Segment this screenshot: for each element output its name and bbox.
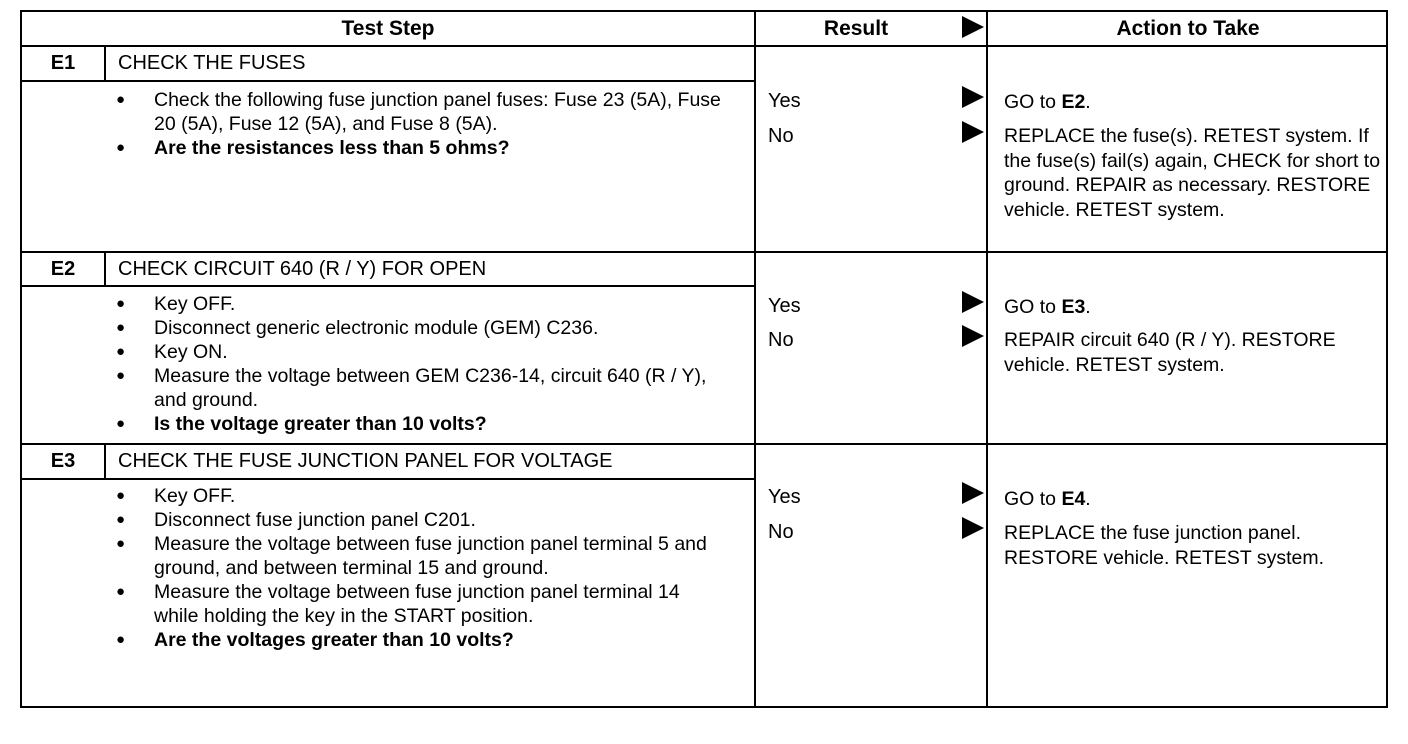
action-text: GO to bbox=[1004, 91, 1062, 113]
arrow-right-icon bbox=[962, 291, 984, 313]
action-text: . bbox=[1085, 91, 1091, 113]
step-id: E1 bbox=[50, 51, 76, 74]
result-no: No bbox=[768, 329, 794, 351]
arrow-right-icon bbox=[962, 121, 984, 143]
arrow-right-icon bbox=[962, 16, 984, 38]
bullet-item: ● Measure the voltage between GEM C236-14, circuit 640 (R / Y), and ground. bbox=[114, 364, 724, 412]
step-id-divider bbox=[104, 46, 106, 80]
step-title: CHECK THE FUSES bbox=[118, 51, 306, 74]
step-bullets bbox=[114, 484, 724, 652]
step-title-divider bbox=[22, 285, 754, 287]
bullet-item: ● Disconnect generic electronic module (GEM) C236. bbox=[114, 316, 724, 340]
action-no: REPLACE the fuse(s). RETEST system. If the fuse(s) fail(s) again, CHECK for short to ground. REPAIR as necessary. RESTORE vehicle. RETEST system. bbox=[1004, 125, 1381, 221]
action-text: . bbox=[1085, 296, 1091, 318]
bullet-item: ● Measure the voltage between fuse junction panel terminal 14 while holding the key in the START position. bbox=[114, 580, 724, 628]
step-title-divider bbox=[22, 80, 754, 82]
step-bullets bbox=[114, 292, 724, 436]
action-no: REPAIR circuit 640 (R / Y). RESTORE vehicle. RETEST system. bbox=[1004, 329, 1336, 376]
result-yes: Yes bbox=[768, 90, 801, 112]
action-step-ref: E2 bbox=[1061, 91, 1086, 113]
bullet-item: ● Check the following fuse junction panel fuses: Fuse 23 (5A), Fuse 20 (5A), Fuse 12 (5A), and Fuse 8 (5A). bbox=[114, 88, 724, 136]
action-text: GO to bbox=[1004, 296, 1062, 318]
action-yes bbox=[1004, 487, 1384, 512]
result-yes: Yes bbox=[768, 295, 801, 317]
step-title: CHECK THE FUSE JUNCTION PANEL FOR VOLTAGE bbox=[118, 449, 613, 472]
bullet-question: ● Are the resistances less than 5 ohms? bbox=[114, 136, 724, 160]
header-test-step: Test Step bbox=[341, 17, 435, 40]
action-step-ref: E3 bbox=[1061, 296, 1086, 318]
result-no: No bbox=[768, 125, 794, 147]
arrow-right-icon bbox=[962, 517, 984, 539]
step-id-divider bbox=[104, 252, 106, 285]
diagnostic-table bbox=[20, 10, 1388, 708]
action-text: . bbox=[1085, 488, 1091, 510]
bullet-item: ● Measure the voltage between fuse junction panel terminal 5 and ground, and between terminal 15 and ground. bbox=[114, 532, 724, 580]
bullet-item: ● Key OFF. bbox=[114, 292, 724, 316]
action-step-ref: E4 bbox=[1061, 488, 1086, 510]
arrow-right-icon bbox=[962, 86, 984, 108]
step-bullets bbox=[114, 88, 724, 160]
bullet-item: ● Key OFF. bbox=[114, 484, 724, 508]
column-divider bbox=[754, 12, 756, 706]
step-title: CHECK CIRCUIT 640 (R / Y) FOR OPEN bbox=[118, 257, 487, 280]
bullet-question: ● Is the voltage greater than 10 volts? bbox=[114, 412, 724, 436]
header-action: Action to Take bbox=[1116, 17, 1260, 40]
action-text: GO to bbox=[1004, 488, 1062, 510]
step-title-divider bbox=[22, 478, 754, 480]
header-result: Result bbox=[823, 17, 889, 40]
column-divider bbox=[986, 12, 988, 706]
bullet-question: ● Are the voltages greater than 10 volts? bbox=[114, 628, 724, 652]
bullet-item: ● Disconnect fuse junction panel C201. bbox=[114, 508, 724, 532]
action-yes bbox=[1004, 295, 1384, 320]
step-id-divider bbox=[104, 444, 106, 478]
arrow-right-icon bbox=[962, 482, 984, 504]
arrow-right-icon bbox=[962, 325, 984, 347]
step-id: E3 bbox=[50, 449, 76, 472]
result-yes: Yes bbox=[768, 486, 801, 508]
step-id: E2 bbox=[50, 257, 76, 280]
result-no: No bbox=[768, 521, 794, 543]
action-yes bbox=[1004, 90, 1384, 115]
action-no: REPLACE the fuse junction panel. RESTORE vehicle. RETEST system. bbox=[1004, 522, 1325, 569]
bullet-item: ● Key ON. bbox=[114, 340, 724, 364]
